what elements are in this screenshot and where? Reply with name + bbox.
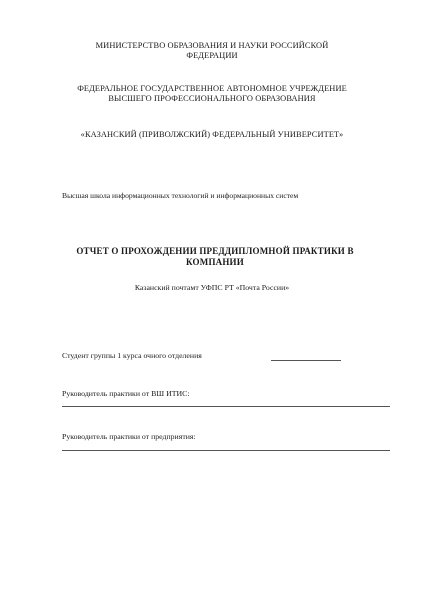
supervisor-company-line (62, 450, 390, 451)
report-title (60, 246, 370, 268)
organization-name: Казанский почтамт УФПС РТ «Почта России» (134, 283, 290, 292)
student-label: Студент группы 1 курса очного отделения (62, 351, 202, 360)
report-title-line-2: КОМПАНИИ (186, 257, 244, 267)
supervisor-university-label: Руководитель практики от ВШ ИТИС: (62, 389, 190, 398)
supervisor-university-line (62, 406, 390, 407)
ministry-header (0, 41, 424, 61)
supervisor-company-label: Руководитель практики от предприятия: (62, 432, 196, 441)
federal-line-1: ФЕДЕРАЛЬНОЕ ГОСУДАРСТВЕННОЕ АВТОНОМНОЕ УЧРЕЖДЕНИЕ (77, 84, 347, 93)
university-name: «КАЗАНСКИЙ (ПРИВОЛЖСКИЙ) ФЕДЕРАЛЬНЫЙ УНИВЕРСИТЕТ» (80, 130, 344, 139)
report-title-line-1: ОТЧЕТ О ПРОХОЖДЕНИИ ПРЕДДИПЛОМНОЙ ПРАКТИКИ В (76, 246, 354, 256)
federal-line-2: ВЫСШЕГО ПРОФЕССИОНАЛЬНОГО ОБРАЗОВАНИЯ (108, 94, 316, 103)
institute-name: Высшая школа информационных технологий и информационных систем (62, 191, 299, 200)
federal-header (0, 84, 424, 104)
ministry-line-2: ФЕДЕРАЦИИ (186, 51, 238, 60)
ministry-line-1: МИНИСТЕРСТВО ОБРАЗОВАНИЯ И НАУКИ РОССИЙСКОЙ (95, 41, 329, 50)
student-signature-line (271, 360, 341, 361)
